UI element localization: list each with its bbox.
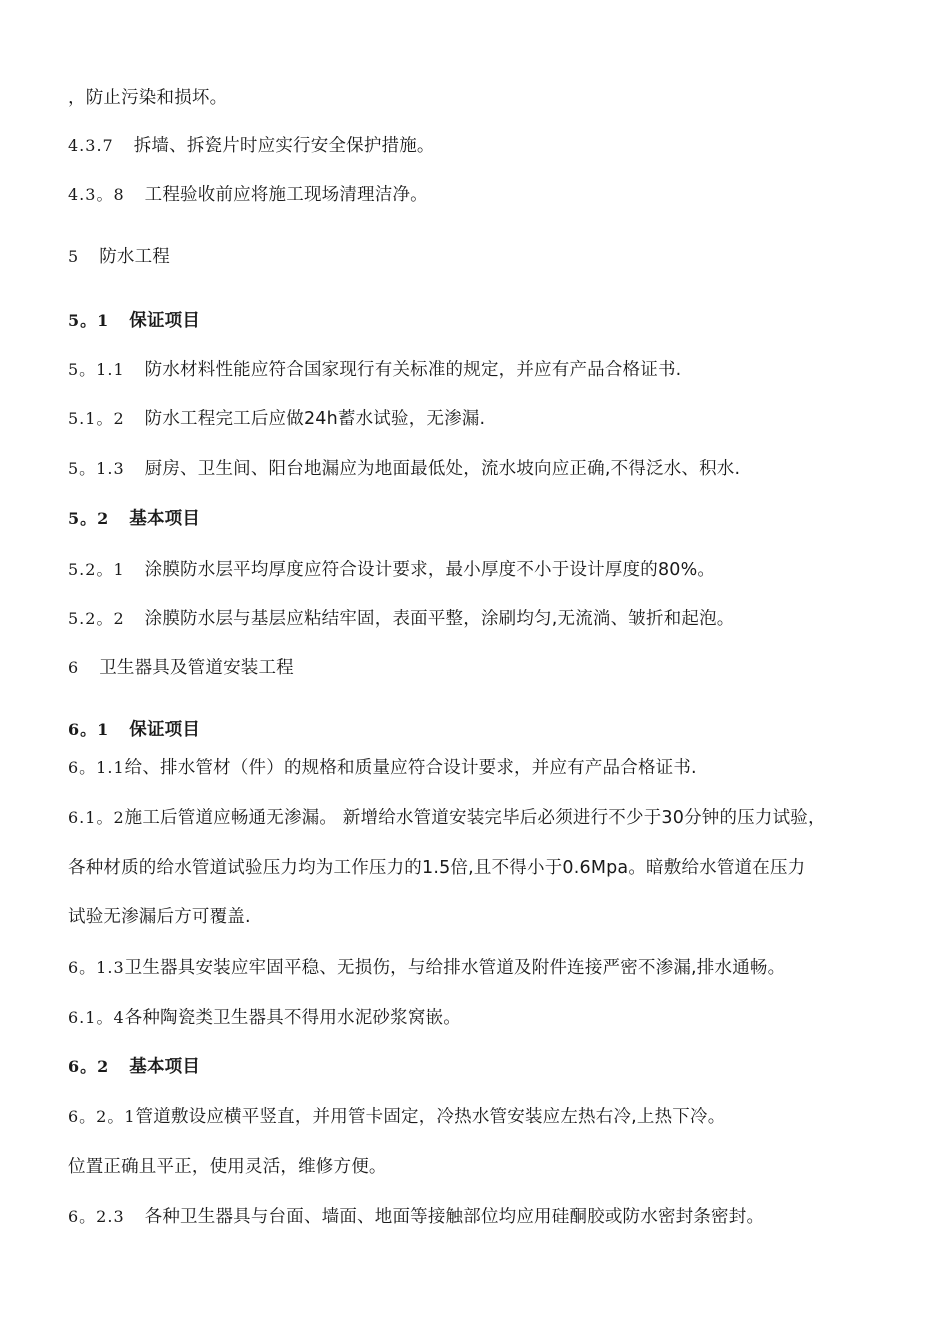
clause-text: 试验无渗漏后方可覆盖. xyxy=(68,907,251,927)
clause-text: 厨房、卫生间、阳台地漏应为地面最低处，流水坡向应正确,不得泛水、积水. xyxy=(144,459,741,479)
clause-text: 各种陶瓷类卫生器具不得用水泥砂浆窝嵌。 xyxy=(124,1008,461,1028)
clause-number: 6。1.3 xyxy=(68,958,125,977)
subsection-heading-5-2 xyxy=(68,507,200,531)
clause-number: 6.1。2 xyxy=(68,808,125,827)
clause-text: 施工后管道应畅通无渗漏。 新增给水管道安装完毕后必须进行不少于30分钟的压力试验， xyxy=(124,808,826,828)
clause-number: 6。1.1 xyxy=(68,758,125,777)
section-title: 防水工程 xyxy=(99,247,170,267)
clause-number: 6。2。1 xyxy=(68,1107,136,1126)
subsection-number: 6。1 xyxy=(68,720,110,739)
clause-number: 5。1.1 xyxy=(68,360,125,379)
clause-5-1-3 xyxy=(68,457,740,481)
clause-4-3-8 xyxy=(68,183,428,207)
text-line xyxy=(68,1155,387,1179)
clause-number: 5.2。1 xyxy=(68,560,125,579)
subsection-heading-6-2 xyxy=(68,1055,200,1079)
subsection-title: 基本项目 xyxy=(129,509,201,529)
clause-number: 4.3。8 xyxy=(68,185,125,204)
subsection-title: 保证项目 xyxy=(129,720,201,740)
line-text: ，防止污染和损坏。 xyxy=(68,88,228,108)
section-heading-5 xyxy=(68,245,170,269)
clause-5-2-2 xyxy=(68,607,735,631)
subsection-title: 基本项目 xyxy=(129,1057,201,1077)
clause-text: 防水工程完工后应做24h蓄水试验，无渗漏. xyxy=(144,409,486,429)
clause-text: 涂膜防水层平均厚度应符合设计要求，最小厚度不小于设计厚度的80%。 xyxy=(144,560,716,580)
subsection-number: 6。2 xyxy=(68,1057,110,1076)
clause-text: 工程验收前应将施工现场清理洁净。 xyxy=(144,185,428,205)
section-number: 6 xyxy=(68,658,80,677)
clause-number: 5.2。2 xyxy=(68,609,125,628)
clause-number: 6.1。4 xyxy=(68,1008,125,1027)
section-heading-6 xyxy=(68,656,294,680)
clause-6-2-3 xyxy=(68,1205,764,1229)
clause-6-1-2 xyxy=(68,806,826,830)
clause-6-1-1 xyxy=(68,756,697,780)
clause-number: 5。1.3 xyxy=(68,459,125,478)
clause-6-1-4 xyxy=(68,1006,461,1030)
clause-6-2-1 xyxy=(68,1105,725,1129)
clause-text: 防水材料性能应符合国家现行有关标准的规定，并应有产品合格证书. xyxy=(144,360,682,380)
clause-5-2-1 xyxy=(68,558,715,582)
line-text: 位置正确且平正，使用灵活，维修方便。 xyxy=(68,1157,387,1177)
clause-text: 管道敷设应横平竖直，并用管卡固定，冷热水管安装应左热右冷,上热下冷。 xyxy=(135,1107,726,1127)
clause-text: 给、排水管材（件）的规格和质量应符合设计要求，并应有产品合格证书. xyxy=(124,758,697,778)
text-line xyxy=(68,86,227,110)
clause-text: 卫生器具安装应牢固平稳、无损伤，与给排水管道及附件连接严密不渗漏,排水通畅。 xyxy=(124,958,786,978)
subsection-heading-5-1 xyxy=(68,309,200,333)
subsection-number: 5。2 xyxy=(68,509,110,528)
clause-text: 各种卫生器具与台面、墙面、地面等接触部位均应用硅酮胶或防水密封条密封。 xyxy=(144,1207,765,1227)
subsection-number: 5。1 xyxy=(68,311,110,330)
clause-text: 涂膜防水层与基层应粘结牢固，表面平整，涂刷均匀,无流淌、皱折和起泡。 xyxy=(144,609,735,629)
clause-6-1-3 xyxy=(68,956,785,980)
clause-number: 5.1。2 xyxy=(68,409,125,428)
subsection-title: 保证项目 xyxy=(129,311,201,331)
clause-6-1-2-continued xyxy=(68,856,805,880)
subsection-heading-6-1 xyxy=(68,718,200,742)
clause-number: 4.3.7 xyxy=(68,136,114,155)
clause-4-3-7 xyxy=(68,134,435,158)
clause-5-1-2 xyxy=(68,407,485,431)
clause-6-1-2-continued xyxy=(68,905,251,929)
clause-text: 各种材质的给水管道试验压力均为工作压力的1.5倍,且不得小于0.6Mpa。暗敷给水管道在压力 xyxy=(68,858,806,878)
clause-text: 拆墙、拆瓷片时应实行安全保护措施。 xyxy=(133,136,435,156)
section-title: 卫生器具及管道安装工程 xyxy=(99,658,294,678)
clause-number: 6。2.3 xyxy=(68,1207,125,1226)
section-number: 5 xyxy=(68,247,80,266)
clause-5-1-1 xyxy=(68,358,681,382)
